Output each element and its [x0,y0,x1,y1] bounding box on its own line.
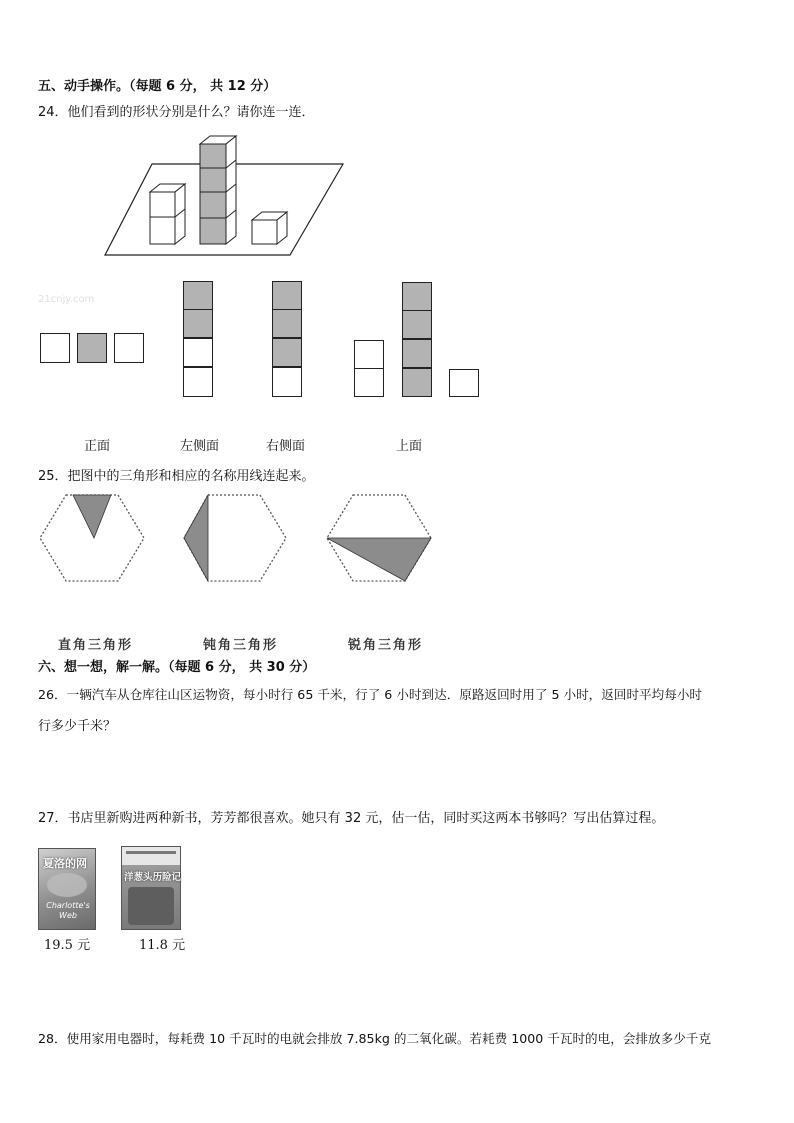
left-cube-stack [150,184,185,244]
view-cell [354,368,384,397]
label-acute-triangle: 锐角三角形 [348,638,424,653]
watermark-text: 21cnjy.com [38,294,95,305]
view-cell [183,367,213,397]
view-cell-gray [402,339,432,368]
book-1-title: 夏洛的网 [43,857,87,870]
hexagon-obtuse-triangle [327,495,431,581]
view-cell-gray [272,309,302,338]
label-obtuse-triangle: 钝角三角形 [203,638,279,653]
view-cell [354,340,384,369]
view-label-right: 右侧面 [266,439,306,454]
question-24-text: 24．他们看到的形状分别是什么？请你连一连． [38,105,315,120]
view-cell-gray [402,368,432,397]
view-cell [183,338,213,367]
book-2-price: 11.8 元 [139,938,186,953]
question-28-text: 28．使用家用电器时，每耗费 10 千瓦时的电就会排放 7.85kg 的二氧化碳。若耗费 1000 千瓦时的电，会排放多少千克 [38,1031,711,1046]
book-1-illustration [47,873,87,897]
label-right-triangle: 直角三角形 [58,638,134,653]
view-label-top: 上面 [396,439,423,454]
question-26-line-1: 26．一辆汽车从仓库往山区运物资，每小时行 65 千米，行了 6 小时到达．原路返回时用了 5 小时，返回时平均每小时 [38,687,703,702]
book-1-subtitle: Charlotte's Web [46,901,90,920]
book-2-illustration [128,887,174,925]
book-cover-charlottes-web [38,848,96,930]
hexagon-right-triangle [184,495,286,581]
view-cell-gray [183,281,213,310]
view-label-front: 正面 [84,439,111,454]
hexagon-figures [38,490,448,590]
view-cell-gray [402,282,432,311]
book-2-header-bar [126,851,176,854]
view-cell [40,333,70,363]
question-26-line-2: 行多少千米？ [38,719,117,734]
hexagon-acute-triangle [40,495,144,581]
view-cell [449,369,479,397]
middle-cube-stack [200,136,236,244]
view-cell-gray [77,333,107,363]
question-25-text: 25．把图中的三角形和相应的名称用线连起来。 [38,469,315,484]
question-27-text: 27．书店里新购进两种新书，芳芳都很喜欢。她只有 32 元，估一估，同时买这两本书够吗？写出估算过程。 [38,811,665,826]
view-cell [272,367,302,397]
view-label-left: 左侧面 [180,439,220,454]
book-cover-onion-adventures [121,846,181,930]
book-2-title: 洋葱头历险记 [124,872,182,883]
book-1-price: 19.5 元 [44,938,91,953]
section-5-header: 五、动手操作。（每题 6 分， 共 12 分） [38,79,277,94]
view-cell-gray [272,338,302,367]
view-cell-gray [272,281,302,310]
section-6-header: 六、想一想，解一解。（每题 6 分， 共 30 分） [38,660,316,675]
view-cell-gray [183,309,213,338]
view-cell-gray [402,310,432,339]
cube-stack-illustration [100,132,350,260]
right-single-cube [252,212,287,244]
view-cell [114,333,144,363]
